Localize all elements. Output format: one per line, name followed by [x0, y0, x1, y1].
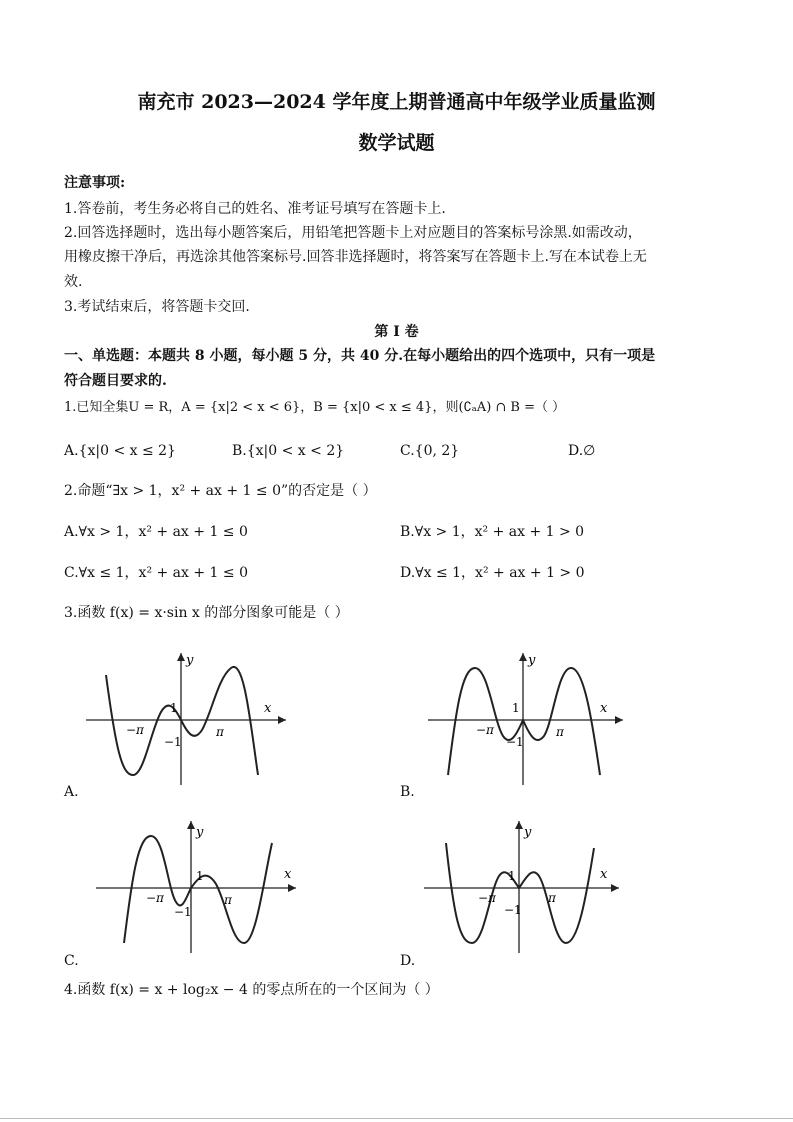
graph-b-y-label: y — [528, 653, 536, 668]
graph-d-pi-label: π — [548, 891, 556, 905]
graph-a-pi-label: π — [216, 725, 224, 739]
graph-a-y-label: y — [186, 653, 194, 668]
page-title: 南充市 2023—2024 学年度上期普通高中年级学业质量监测 — [137, 91, 656, 113]
notes-heading: 注意事项: — [64, 175, 126, 191]
graph-d — [424, 818, 629, 953]
section-heading-line-1: 一、单选题：本题共 8 小题，每小题 5 分，共 40 分.在每小题给出的四个选项中，只有一项是 — [64, 348, 656, 364]
question-3-option-d: D. — [400, 953, 416, 969]
graph-c-neg-one-label: −1 — [174, 905, 192, 919]
graph-d-neg-pi-label: −π — [478, 891, 496, 905]
question-1-option-b: B.{x|0 < x < 2} — [232, 443, 345, 459]
note-item-2-line-3: 效. — [64, 274, 83, 290]
question-1-option-a: A.{x|0 < x ≤ 2} — [64, 443, 176, 459]
graph-b-neg-pi-label: −π — [476, 723, 494, 737]
question-2-option-b: B.∀x > 1，x² + ax + 1 > 0 — [400, 524, 585, 540]
graph-a — [86, 650, 291, 785]
graph-d-neg-one-label: −1 — [504, 903, 522, 917]
section-label: 第 I 卷 — [374, 324, 419, 340]
graph-c-one-label: 1 — [196, 869, 204, 883]
question-1-option-c: C.{0, 2} — [400, 443, 460, 459]
graph-c-y-label: y — [196, 825, 204, 840]
graph-b — [428, 650, 633, 785]
graph-b-one-label: 1 — [512, 701, 520, 715]
graph-a-one-label: 1 — [170, 701, 178, 715]
note-item-2-line-2: 用橡皮擦干净后，再选涂其他答案标号.回答非选择题时，将答案写在答题卡上.写在本试卷上无 — [64, 249, 647, 265]
graph-d-x-label: x — [600, 867, 608, 882]
question-4-stem: 4.函数 f(x) = x + log₂x − 4 的零点所在的一个区间为（ ） — [64, 982, 439, 998]
graph-b-x-label: x — [600, 701, 608, 716]
question-3-option-c: C. — [64, 953, 79, 969]
section-heading-line-2: 符合题目要求的. — [64, 373, 167, 389]
graph-a-x-label: x — [264, 701, 272, 716]
graph-c — [96, 818, 301, 953]
note-item-1: 1.答卷前，考生务必将自己的姓名、准考证号填写在答题卡上. — [64, 201, 446, 217]
question-1-option-d: D.∅ — [568, 443, 596, 459]
note-item-3: 3.考试结束后，将答题卡交回. — [64, 299, 250, 315]
graph-c-pi-label: π — [224, 893, 232, 907]
graph-b-pi-label: π — [556, 725, 564, 739]
question-2-option-d: D.∀x ≤ 1，x² + ax + 1 > 0 — [400, 565, 585, 581]
graph-d-y-label: y — [524, 825, 532, 840]
question-1-stem: 1.已知全集U = R，A = {x|2 < x < 6}，B = {x|0 < x ≤ 4}，则(∁ₐA) ∩ B =（ ） — [64, 400, 566, 415]
graph-b-neg-one-label: −1 — [506, 735, 524, 749]
question-2-option-a: A.∀x > 1，x² + ax + 1 ≤ 0 — [64, 524, 248, 540]
graph-c-x-label: x — [284, 867, 292, 882]
question-3-stem: 3.函数 f(x) = x·sin x 的部分图象可能是（ ） — [64, 605, 349, 621]
graph-c-neg-pi-label: −π — [146, 891, 164, 905]
question-3-option-a: A. — [64, 784, 79, 800]
graph-d-one-label: 1 — [508, 869, 516, 883]
graph-a-neg-pi-label: −π — [126, 723, 144, 737]
note-item-2-line-1: 2.回答选择题时，选出每小题答案后，用铅笔把答题卡上对应题目的答案标号涂黑.如需改动， — [64, 225, 642, 241]
question-2-option-c: C.∀x ≤ 1，x² + ax + 1 ≤ 0 — [64, 565, 249, 581]
question-2-stem: 2.命题“∃x > 1，x² + ax + 1 ≤ 0”的否定是（ ） — [64, 483, 377, 499]
page-subtitle: 数学试题 — [358, 132, 435, 154]
graph-a-neg-one-label: −1 — [164, 735, 182, 749]
page-bottom-rule — [0, 1118, 793, 1119]
question-3-option-b: B. — [400, 784, 415, 800]
